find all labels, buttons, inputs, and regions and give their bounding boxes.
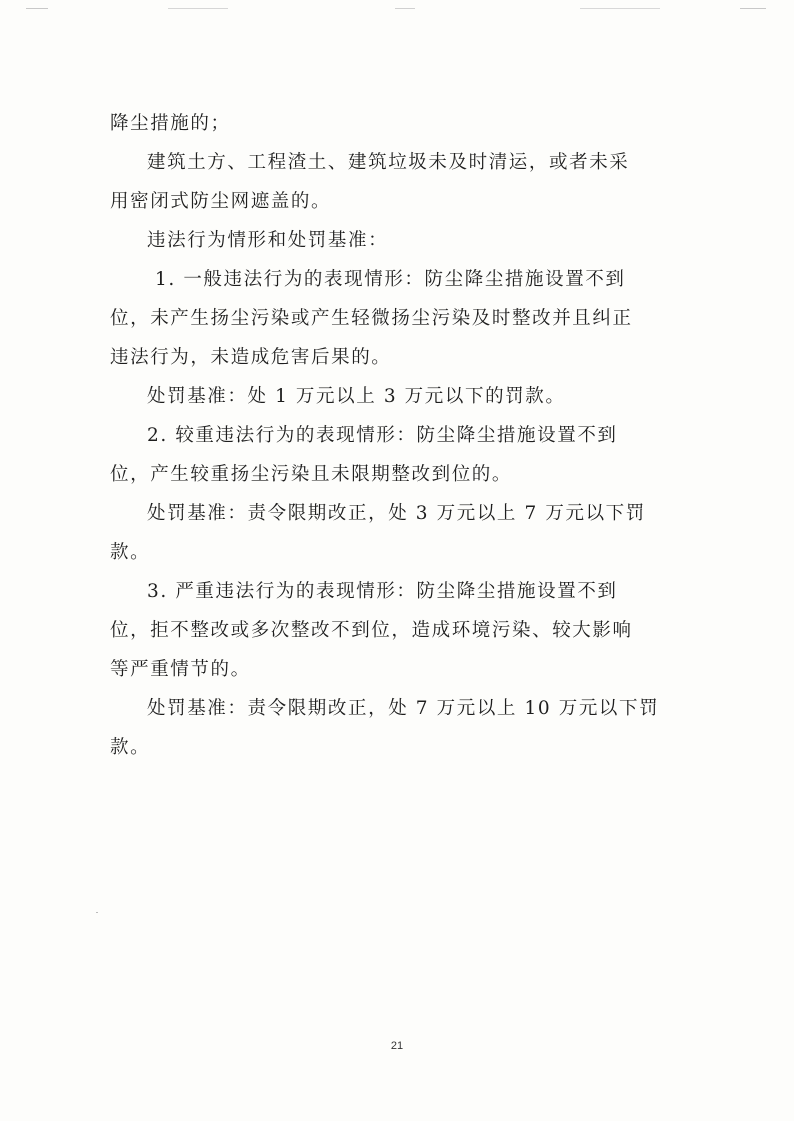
scan-edge-mark (740, 8, 766, 9)
paragraph-line: 位，拒不整改或多次整改不到位，造成环境污染、较大影响 (110, 620, 633, 641)
paragraph-line: 款。 (110, 542, 151, 563)
scan-edge-mark (26, 8, 48, 9)
paragraph-line: 1. 一般违法行为的表现情形：防尘降尘措施设置不到 (155, 269, 626, 290)
scan-speck (96, 912, 98, 913)
paragraph-line: 建筑土方、工程渣土、建筑垃圾未及时清运，或者未采 (147, 152, 630, 173)
paragraph-line: 2. 较重违法行为的表现情形：防尘降尘措施设置不到 (147, 425, 618, 446)
penalty-line: 处罚基准：责令限期改正，处 7 万元以上 10 万元以下罚 (147, 698, 660, 719)
paragraph-line: 等严重情节的。 (110, 659, 251, 680)
penalty-line: 处罚基准：处 1 万元以上 3 万元以下的罚款。 (147, 386, 566, 407)
page-number: 21 (390, 1040, 404, 1052)
paragraph-line: 降尘措施的； (110, 113, 231, 134)
section-heading: 违法行为情形和处罚基准： (147, 230, 389, 251)
paragraph-line: 用密闭式防尘网遮盖的。 (110, 191, 332, 212)
paragraph-line: 3. 严重违法行为的表现情形：防尘降尘措施设置不到 (147, 581, 618, 602)
paragraph-line: 位，产生较重扬尘污染且未限期整改到位的。 (110, 464, 513, 485)
paragraph-line: 违法行为，未造成危害后果的。 (110, 347, 392, 368)
paragraph-line: 款。 (110, 737, 151, 758)
document-body (110, 104, 670, 767)
paragraph-line: 位，未产生扬尘污染或产生轻微扬尘污染及时整改并且纠正 (110, 308, 633, 329)
penalty-line: 处罚基准：责令限期改正，处 3 万元以上 7 万元以下罚 (147, 503, 646, 524)
scan-edge-mark (395, 8, 415, 9)
scan-edge-mark (168, 8, 228, 9)
scan-edge-mark (580, 8, 660, 9)
